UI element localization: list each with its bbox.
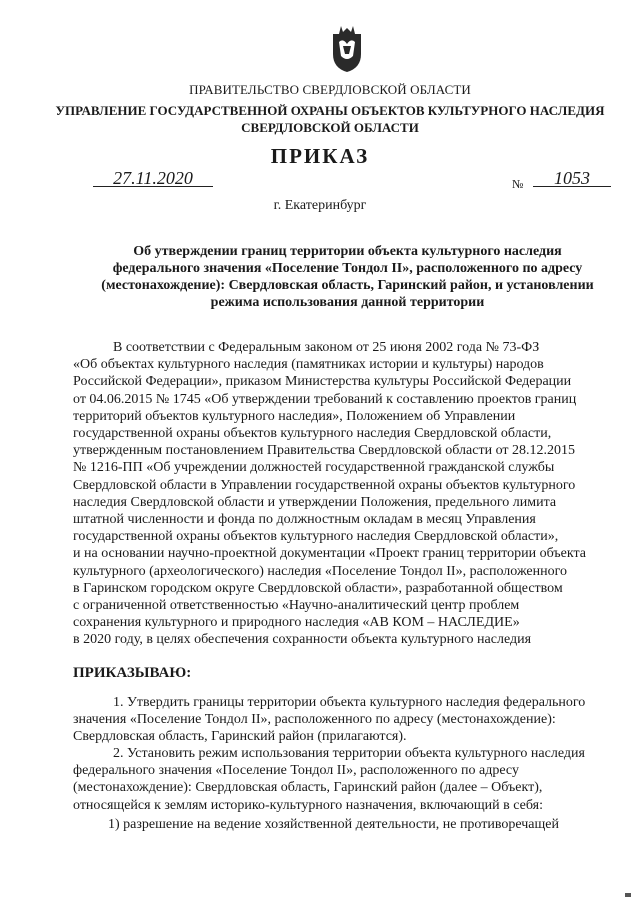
sverdlovsk-oblast-coat-of-arms-icon bbox=[327, 22, 367, 74]
preamble-line: государственной охраны объектов культурного наследия Свердловской области, bbox=[73, 426, 552, 442]
department-name bbox=[10, 102, 640, 136]
preamble-line: государственной охраны объектов культурного наследия Свердловской области», bbox=[73, 529, 559, 545]
order-line: федерального значения «Поселение Тондол II», расположенного по адресу bbox=[73, 763, 519, 779]
title-line: (местонахождение): Свердловская область, Гаринский район, и установлении bbox=[101, 278, 594, 293]
preamble-line: в 2020 году, в целях обеспечения сохранности объекта культурного наследия bbox=[73, 632, 532, 648]
department-line-1: УПРАВЛЕНИЕ ГОСУДАРСТВЕННОЙ ОХРАНЫ ОБЪЕКТОВ КУЛЬТУРНОГО НАСЛЕДИЯ bbox=[55, 103, 605, 118]
preamble-line: штатной численности и фонда по должностным окладам в месяц Управления bbox=[73, 512, 536, 528]
order-line: 2. Установить режим использования территории объекта культурного наследия bbox=[113, 746, 585, 761]
preamble-line: наследия Свердловской области и утверждении Положения, предельного лимита bbox=[73, 494, 557, 510]
order-date: 27.11.2020 bbox=[93, 170, 213, 187]
preamble-line: в Гаринском городском округе Свердловской области», разработанной обществом bbox=[73, 580, 563, 596]
order-item-2 bbox=[73, 745, 625, 814]
order-line: относящейся к землям историко-культурного назначения, включающий в себя: bbox=[73, 797, 543, 813]
preamble-line: «Об объектах культурного наследия (памятниках истории и культуры) народов bbox=[73, 357, 544, 373]
order-item-2-subitem-1 bbox=[73, 816, 625, 833]
preamble-line: территорий объектов культурного наследия», Положением об Управлении bbox=[73, 408, 516, 424]
preamble-line: от 04.06.2015 № 1745 «Об утверждении требований к составлению проектов границ bbox=[73, 391, 577, 407]
order-city: г. Екатеринбург bbox=[273, 198, 367, 213]
preamble-line: Свердловской области в Управлении государственной охраны объектов культурного bbox=[73, 477, 576, 493]
preamble-line: культурного (археологического) наследия «Поселение Тондол II», расположенного bbox=[73, 563, 568, 579]
preamble-line: с ограниченной ответственностью «Научно-аналитический центр проблем bbox=[73, 598, 520, 614]
preamble-line: сохранения культурного и природного наследия «АВ КОМ – НАСЛЕДИЕ» bbox=[73, 615, 520, 631]
preamble-line: № 1216-ПП «Об учреждении должностей государственной гражданской службы bbox=[73, 460, 555, 476]
title-line: федерального значения «Поселение Тондол II», расположенного по адресу bbox=[112, 261, 583, 276]
preamble-line: утвержденным постановлением Правительства Свердловской области от 28.12.2015 bbox=[73, 443, 576, 459]
order-title: ПРИКАЗ bbox=[270, 144, 370, 168]
order-number-label: № bbox=[512, 177, 524, 191]
title-line: Об утверждении границ территории объекта культурного наследия bbox=[133, 244, 562, 259]
title-line: режима использования данной территории bbox=[210, 295, 485, 310]
preamble-line: В соответствии с Федеральным законом от 25 июня 2002 года № 73-ФЗ bbox=[113, 340, 540, 355]
department-line-2: СВЕРДЛОВСКОЙ ОБЛАСТИ bbox=[241, 120, 419, 135]
order-line: значения «Поселение Тондол II», расположенного по адресу (местонахождение): bbox=[73, 712, 556, 728]
scan-mark bbox=[625, 893, 631, 897]
document-title bbox=[70, 243, 625, 311]
order-line: Свердловская область, Гаринский район (прилагаются). bbox=[73, 729, 407, 745]
order-line: 1) разрешение на ведение хозяйственной деятельности, не противоречащей bbox=[108, 817, 559, 832]
directive-heading: ПРИКАЗЫВАЮ: bbox=[73, 665, 192, 681]
government-name: ПРАВИТЕЛЬСТВО СВЕРДЛОВСКОЙ ОБЛАСТИ bbox=[189, 82, 471, 97]
order-line: 1. Утвердить границы территории объекта культурного наследия федерального bbox=[113, 695, 586, 710]
preamble-line: Российской Федерации», приказом Министерства культуры Российской Федерации bbox=[73, 374, 572, 390]
order-number: 1053 bbox=[533, 170, 611, 187]
preamble-paragraph bbox=[73, 339, 625, 649]
preamble-line: и на основании научно-проектной документации «Проект границ территории объекта bbox=[73, 546, 586, 562]
order-item-1 bbox=[73, 694, 625, 746]
order-line: (местонахождение): Свердловская область, Гаринский район (далее – Объект), bbox=[73, 780, 543, 796]
